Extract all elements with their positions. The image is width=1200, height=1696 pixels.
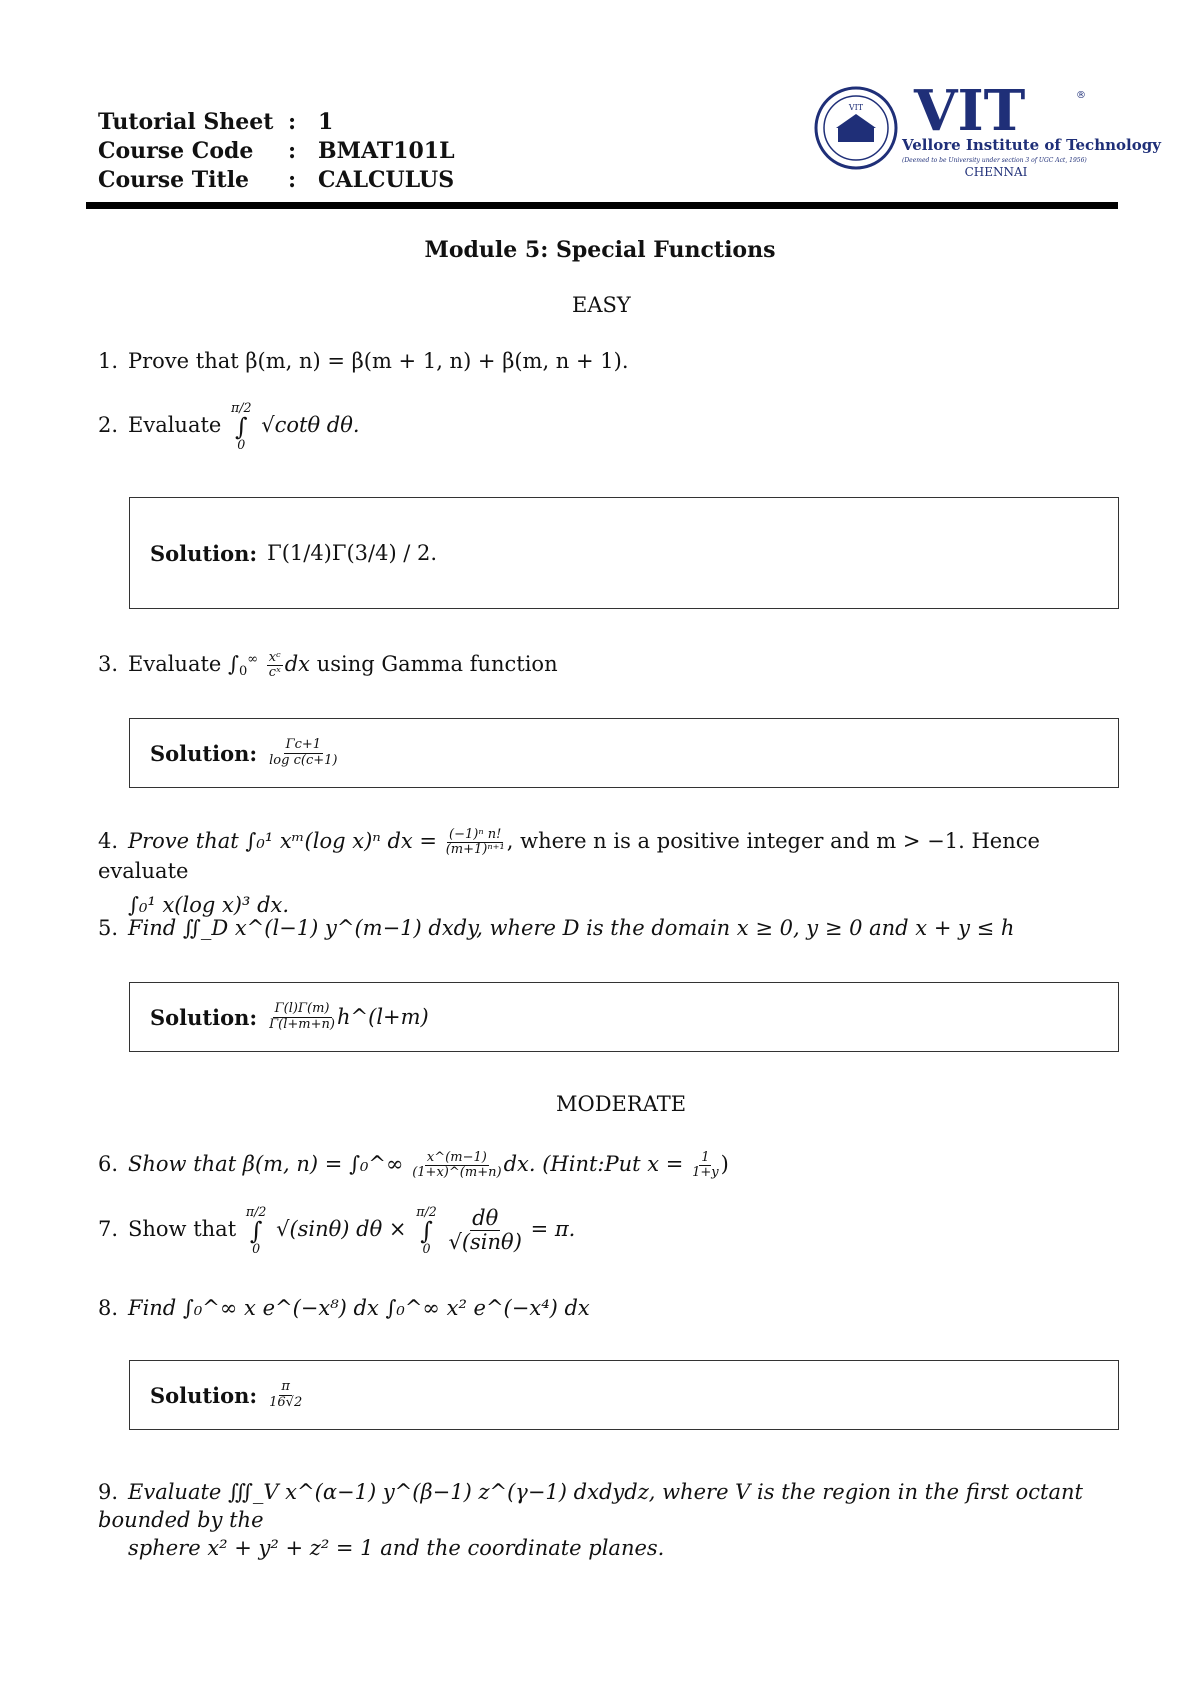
- integral-sign-icon: ∫: [228, 652, 239, 676]
- vit-seal-icon: [816, 88, 896, 168]
- header-row-course-code: [98, 137, 455, 166]
- question-text-continued: , where n is a positive integer and m > −1. Hence evaluate: [98, 829, 1040, 884]
- integrand: √(sinθ) dθ ×: [276, 1217, 407, 1242]
- header-key: Course Title: [98, 167, 250, 193]
- registered-mark: ®: [1076, 90, 1086, 101]
- fraction: [446, 828, 505, 858]
- header-colon: :: [288, 138, 297, 164]
- fraction: [267, 651, 283, 681]
- integral-sign-icon: ∫: [235, 412, 248, 441]
- question-text-end: = π.: [530, 1217, 576, 1242]
- question-text: Prove that ∫₀¹ xᵐ(log x)ⁿ dx =: [128, 829, 438, 853]
- question-text: Find ∬_D x^(l−1) y^(m−1) dxdy, where D is the domain x ≥ 0, y ≥ 0 and x + y ≤ h: [128, 916, 1015, 940]
- denominator: √(sinθ): [448, 1230, 522, 1255]
- header-row-tutorial: [98, 108, 455, 137]
- integral: [416, 1206, 437, 1255]
- module-title: Module 5: Special Functions: [424, 237, 776, 263]
- hint-fraction: [692, 1151, 719, 1181]
- vit-logo: [810, 78, 1161, 190]
- fraction: [269, 738, 337, 768]
- solution-tail: h^(l+m): [337, 1005, 429, 1029]
- question-number: 2.: [98, 413, 119, 438]
- question-text: Evaluate ∭_V x^(α−1) y^(β−1) z^(γ−1) dxdydz, where V is the region in the first octant bounded by the: [98, 1480, 1083, 1532]
- upper-limit: π/2: [231, 400, 252, 415]
- header-colon: :: [288, 167, 297, 193]
- question-prefix: Evaluate: [128, 413, 222, 438]
- header-info: [98, 108, 455, 195]
- upper-limit: π/2: [416, 1204, 437, 1219]
- integral-sign-icon: ∫: [420, 1216, 433, 1245]
- integral: [246, 1206, 267, 1255]
- solution-text: Γ(1/4)Γ(3/4) / 2.: [267, 541, 438, 565]
- question-8: [98, 1294, 590, 1322]
- question-suffix: using Gamma function: [316, 652, 558, 676]
- fraction: [448, 1207, 521, 1254]
- level-easy: EASY: [572, 293, 631, 317]
- header-row-course-title: [98, 166, 455, 195]
- numerator: Γc+1: [285, 737, 322, 753]
- header-value: BMAT101L: [318, 138, 455, 164]
- denominator: Γ(l+m+n): [269, 1016, 336, 1032]
- solution-box-8: [129, 1360, 1119, 1430]
- numerator: x^(m−1): [426, 1149, 487, 1165]
- question-number: 9.: [98, 1480, 119, 1504]
- solution-label: Solution:: [150, 740, 258, 766]
- header-value: 1: [318, 109, 334, 135]
- question-text: Find ∫₀^∞ x e^(−x⁸) dx ∫₀^∞ x² e^(−x⁴) dx: [128, 1296, 590, 1320]
- institute-name: Vellore Institute of Technology: [902, 136, 1161, 154]
- integral: [231, 402, 252, 451]
- question-text-end: ): [720, 1152, 729, 1176]
- question-1: [98, 347, 629, 375]
- question-number: 5.: [98, 916, 119, 940]
- upper-limit: π/2: [245, 1204, 267, 1219]
- solution-box-3: [129, 718, 1119, 788]
- lower-limit: 0: [422, 1240, 431, 1256]
- institute-tagline: (Deemed to be University under section 3 of UGC Act, 1956): [902, 157, 1087, 164]
- question-number: 7.: [98, 1217, 119, 1242]
- level-moderate: MODERATE: [556, 1092, 687, 1116]
- fraction: [412, 1151, 501, 1181]
- lower-limit: 0: [238, 663, 248, 679]
- question-4: [98, 827, 1120, 919]
- denominator: (m+1)ⁿ⁺¹: [445, 842, 505, 857]
- solution-label: Solution:: [150, 540, 258, 566]
- header-value: CALCULUS: [318, 167, 455, 193]
- question-text: Prove that β(m, n) = β(m + 1, n) + β(m, n + 1).: [128, 349, 629, 373]
- question-number: 4.: [98, 829, 119, 853]
- integral-sign-icon: ∫: [249, 1216, 263, 1245]
- question-6: [98, 1150, 729, 1180]
- question-text-continued: dx. (Hint:Put x =: [503, 1152, 684, 1176]
- numerator: (−1)ⁿ n!: [449, 826, 502, 842]
- question-5: [98, 914, 1014, 942]
- question-prefix: Show that: [128, 1217, 237, 1242]
- lower-limit: 0: [237, 436, 246, 452]
- denominator: log c(c+1): [269, 752, 338, 768]
- question-number: 6.: [98, 1152, 119, 1176]
- seal-text: VIT: [848, 103, 864, 112]
- fraction: [269, 1002, 335, 1032]
- solution-label: Solution:: [150, 1004, 258, 1030]
- question-number: 3.: [98, 652, 119, 676]
- upper-limit: ∞: [247, 652, 259, 668]
- header-key: Tutorial Sheet: [98, 109, 274, 135]
- vit-brand-text: VIT: [914, 78, 1026, 144]
- lower-limit: 0: [252, 1240, 261, 1256]
- solution-box-2: [129, 497, 1119, 609]
- header-colon: :: [288, 109, 297, 135]
- integrand: √cotθ dθ.: [261, 413, 360, 438]
- question-prefix: Evaluate: [128, 652, 222, 676]
- question-7: [98, 1206, 575, 1255]
- numerator: dθ: [472, 1206, 499, 1231]
- fraction: [269, 1380, 302, 1410]
- question-number: 8.: [98, 1296, 119, 1320]
- numerator: 1: [701, 1149, 710, 1165]
- question-2: [98, 402, 360, 451]
- differential: dx: [284, 652, 311, 676]
- header-key: Course Code: [98, 138, 254, 164]
- question-9: [98, 1478, 1120, 1562]
- solution-label: Solution:: [150, 1382, 258, 1408]
- question-text: Show that β(m, n) = ∫₀^∞: [128, 1152, 404, 1176]
- denominator: 1+y: [692, 1165, 719, 1180]
- numerator: π: [281, 1379, 290, 1395]
- denominator: cˣ: [268, 665, 281, 680]
- question-text: ∫₀¹ x(log x)³ dx.: [128, 893, 290, 918]
- question-text: sphere x² + y² + z² = 1 and the coordinate planes.: [128, 1536, 665, 1560]
- numerator: Γ(l)Γ(m): [274, 1001, 330, 1017]
- question-number: 1.: [98, 349, 119, 373]
- question-3: [98, 650, 558, 682]
- solution-box-5: [129, 982, 1119, 1052]
- campus-name: CHENNAI: [964, 165, 1028, 179]
- numerator: xᶜ: [268, 649, 281, 665]
- header-divider: [86, 202, 1118, 209]
- question-line-2: [98, 1534, 1120, 1562]
- denominator: (1+x)^(m+n): [412, 1165, 502, 1180]
- denominator: 16√2: [269, 1394, 303, 1410]
